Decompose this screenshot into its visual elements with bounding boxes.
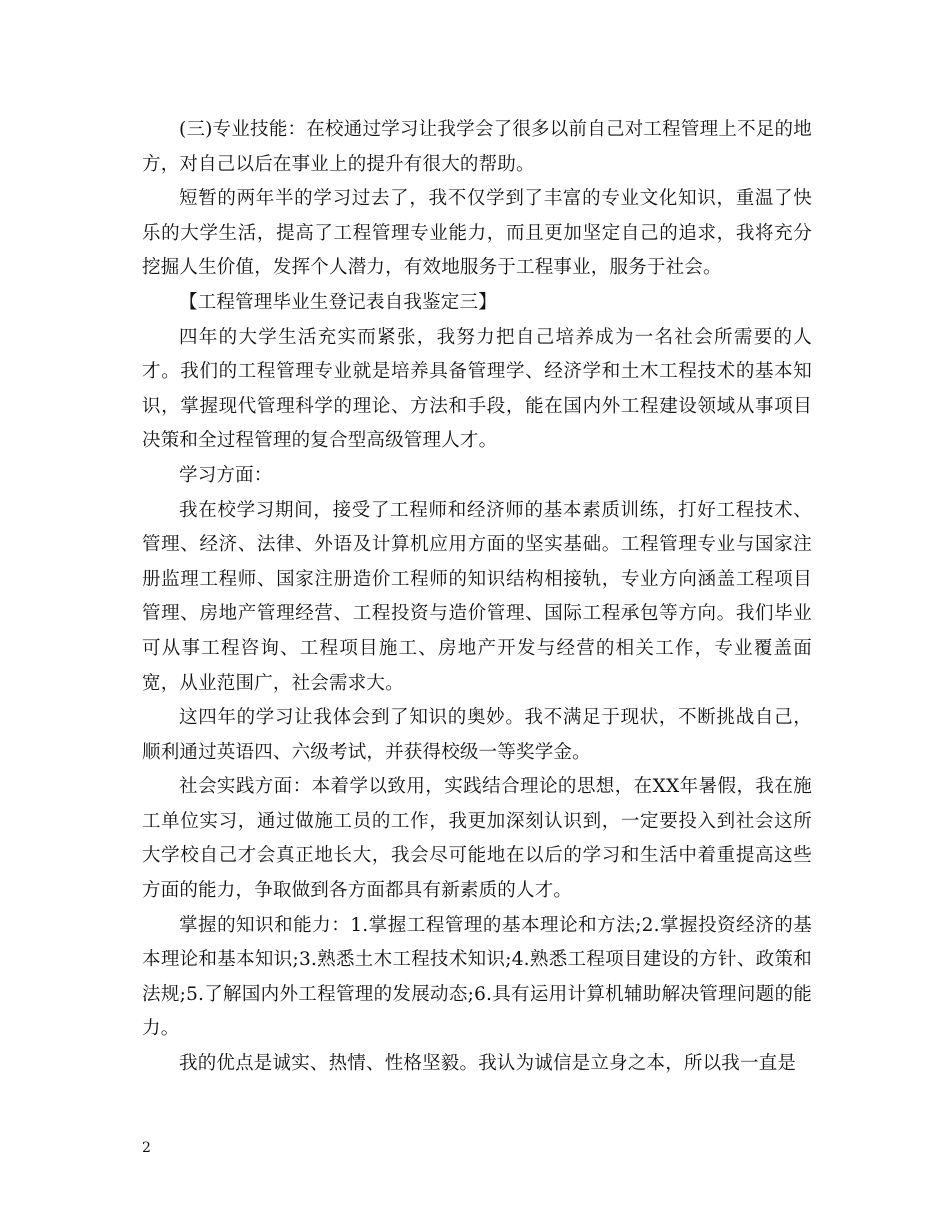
page-number: 2 [142, 1140, 151, 1156]
section-heading: 【工程管理毕业生登记表自我鉴定三】 [179, 291, 497, 313]
paragraph-social-practice: 社会实践方面：本着学以致用，实践结合理论的思想，在XX年暑假，我在施工单位实习，通过做施工员的工作，我更加深刻认识到，一定要投入到社会这所大学校自己才会真正地长大，我会尽可能地在以后的学习和生活中着重提高这些方面的能力，争取做到各方面都具有新素质的人才。 [142, 776, 812, 902]
paragraph-strengths: 我的优点是诚实、热情、性格坚毅。我认为诚信是立身之本，所以我一直是 [179, 1053, 797, 1075]
paragraph-professional-skills: (三)专业技能：在校通过学习让我学会了很多以前自己对工程管理上不足的地方，对自己以后在事业上的提升有很大的帮助。 [142, 119, 812, 175]
document-body [142, 113, 812, 1082]
paragraph-achievements: 这四年的学习让我体会到了知识的奥妙。我不满足于现状，不断挑战自己，顺利通过英语四、六级考试，并获得校级一等奖学金。 [142, 707, 812, 763]
paragraph-study-summary: 短暂的两年半的学习过去了，我不仅学到了丰富的专业文化知识，重温了快乐的大学生活，提高了工程管理专业能力，而且更加坚定自己的追求，我将充分挖掘人生价值，发挥个人潜力，有效地服务于工程事业，服务于社会。 [142, 188, 812, 279]
paragraph-study-details: 我在校学习期间，接受了工程师和经济师的基本素质训练，打好工程技术、管理、经济、法律、外语及计算机应用方面的坚实基础。工程管理专业与国家注册监理工程师、国家注册造价工程师的知识结构相接轨，专业方向涵盖工程项目管理、房地产管理经营、工程投资与造价管理、国际工程承包等方向。我们毕业可从事工程咨询、工程项目施工、房地产开发与经营的相关工作，专业覆盖面宽，从业范围广，社会需求大。 [142, 499, 812, 694]
paragraph-study-heading: 学习方面： [179, 464, 273, 486]
paragraph-university-life: 四年的大学生活充实而紧张，我努力把自己培养成为一名社会所需要的人才。我们的工程管理专业就是培养具备管理学、经济学和土木工程技术的基本知识，掌握现代管理科学的理论、方法和手段，能在国内外工程建设领域从事项目决策和全过程管理的复合型高级管理人才。 [142, 326, 812, 452]
paragraph-knowledge-abilities: 掌握的知识和能力：1.掌握工程管理的基本理论和方法;2.掌握投资经济的基本理论和基本知识;3.熟悉土木工程技术知识;4.熟悉工程项目建设的方针、政策和法规;5.了解国内外工程管理的发展动态;6.具有运用计算机辅助解决管理问题的能力。 [142, 914, 812, 1040]
